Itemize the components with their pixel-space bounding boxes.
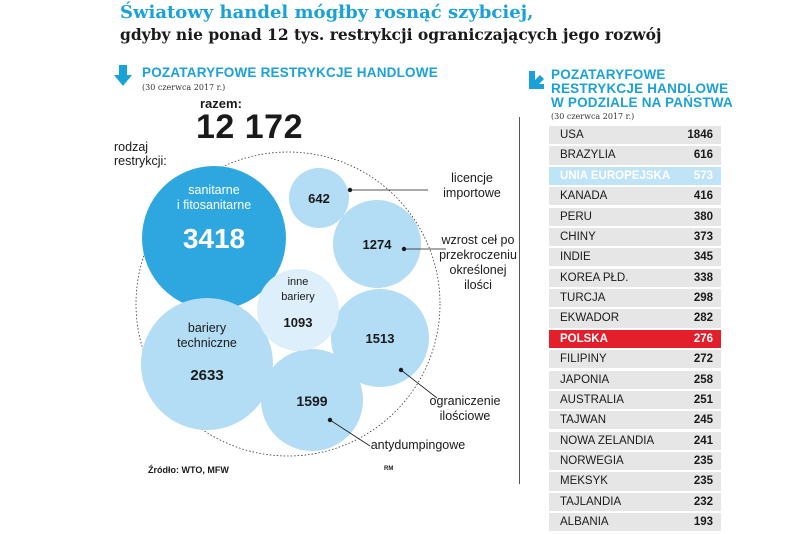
category-label: rodzaj restrykcji: — [114, 140, 167, 168]
country-name: AUSTRALIA — [560, 393, 624, 406]
table-row — [549, 452, 721, 470]
bubble-value-0: 3418 — [182, 223, 246, 254]
country-name: INDIE — [560, 251, 591, 264]
arrow-down-right-icon — [526, 70, 546, 90]
country-value: 573 — [693, 169, 713, 182]
country-name: KOREA PŁD. — [560, 271, 629, 284]
bubble-label-wzrost-cel: wzrost ceł po przekroczeniu określonej ilości — [439, 233, 517, 292]
country-name: EKWADOR — [560, 312, 619, 325]
country-name: BRAZYLIA — [560, 149, 616, 162]
bubble-value-3: 1513 — [365, 331, 395, 346]
country-name: USA — [560, 129, 584, 142]
bubble-label-antydumpingowe: antydumpingowe — [370, 438, 466, 452]
bubble-value-1: 2633 — [190, 367, 224, 384]
table-row — [549, 289, 721, 307]
country-value: 616 — [693, 149, 713, 162]
country-value: 258 — [693, 373, 713, 386]
credit-note: RM — [384, 466, 394, 472]
bubble-label-0-line-0: sanitarne — [188, 183, 240, 197]
country-value: 232 — [693, 495, 713, 508]
country-name: JAPONIA — [560, 373, 610, 386]
table-row — [549, 411, 721, 429]
country-value: 298 — [693, 292, 713, 305]
country-value: 380 — [693, 210, 713, 223]
leader-dot-2 — [399, 368, 403, 372]
leader-dot-0 — [348, 188, 352, 192]
bubble-label-1-line-0: bariery — [187, 321, 227, 335]
table-row — [549, 513, 721, 531]
bubble-chart-subtitle: (30 czerwca 2017 r.) — [142, 83, 226, 92]
country-value: 282 — [693, 312, 713, 325]
table-row — [549, 248, 721, 266]
table-row — [549, 126, 721, 144]
country-name: PERU — [560, 210, 592, 223]
table-row — [549, 228, 721, 246]
country-table — [549, 126, 721, 534]
country-table-title: POZATARYFOWE RESTRYKCJE HANDLOWE W PODZIALE NA PAŃSTWA — [551, 67, 733, 110]
country-name: FILIPINY — [560, 353, 607, 366]
headline-subtitle: gdyby nie ponad 12 tys. restrykcji ograniczających jego rozwój — [120, 25, 662, 44]
country-name: TAJLANDIA — [560, 495, 622, 508]
country-name: KANADA — [560, 190, 608, 203]
table-row — [549, 208, 721, 226]
table-row — [549, 371, 721, 389]
country-value: 251 — [693, 393, 713, 406]
country-value: 1846 — [687, 129, 713, 142]
country-value: 276 — [693, 332, 713, 345]
country-value: 338 — [693, 271, 713, 284]
country-name: NORWEGIA — [560, 455, 624, 468]
country-name: POLSKA — [560, 332, 608, 345]
country-value: 245 — [693, 414, 713, 427]
country-value: 193 — [693, 516, 713, 529]
table-row — [549, 391, 721, 409]
table-row — [549, 309, 721, 327]
table-row — [549, 330, 721, 348]
country-value: 373 — [693, 230, 713, 243]
table-row — [549, 269, 721, 287]
bubble-value-4: 1274 — [362, 237, 392, 252]
bubble-label-5-line-1: bariery — [281, 291, 315, 303]
bubble-value-5: 1093 — [283, 315, 313, 330]
bubble-1 — [141, 298, 273, 430]
country-value: 272 — [693, 353, 713, 366]
leader-dot-3 — [328, 418, 332, 422]
country-value: 235 — [693, 455, 713, 468]
bubble-label-licencje: licencje importowe — [443, 171, 501, 200]
country-name: CHINY — [560, 230, 596, 243]
total-label: razem: — [200, 96, 242, 111]
bubble-label-1-line-1: techniczne — [177, 336, 237, 350]
country-value: 241 — [693, 434, 713, 447]
table-row — [549, 146, 721, 164]
country-name: TAJWAN — [560, 414, 606, 427]
table-row — [549, 167, 721, 185]
table-row — [549, 350, 721, 368]
country-name: UNIA EUROPEJSKA — [560, 169, 671, 182]
table-row — [549, 187, 721, 205]
country-name: NOWA ZELANDIA — [560, 434, 655, 447]
country-name: ALBANIA — [560, 516, 609, 529]
leader-dot-1 — [402, 247, 406, 251]
table-row — [549, 472, 721, 490]
country-name: TURCJA — [560, 292, 606, 305]
bubble-label-0-line-1: i fitosanitarne — [176, 198, 252, 212]
section-divider — [519, 117, 520, 484]
total-value: 12 172 — [196, 108, 303, 146]
bubble-label-ograniczenie: ograniczenie ilościowe — [429, 394, 501, 423]
table-row — [549, 493, 721, 511]
bubble-label-5-line-0: inne — [287, 276, 309, 288]
country-value: 235 — [693, 475, 713, 488]
country-value: 416 — [693, 190, 713, 203]
bubble-value-6: 642 — [308, 191, 330, 206]
table-row — [549, 432, 721, 450]
bubble-chart-title: POZATARYFOWE RESTRYKCJE HANDLOWE — [142, 65, 438, 80]
country-name: MEKSYK — [560, 475, 608, 488]
bubble-value-2: 1599 — [296, 393, 328, 409]
country-value: 345 — [693, 251, 713, 264]
country-table-subtitle: (30 czerwca 2017 r.) — [551, 112, 635, 121]
headline-title: Światowy handel mógłby rosnąć szybciej, — [120, 2, 534, 23]
source-note: Źródło: WTO, MFW — [148, 465, 229, 475]
